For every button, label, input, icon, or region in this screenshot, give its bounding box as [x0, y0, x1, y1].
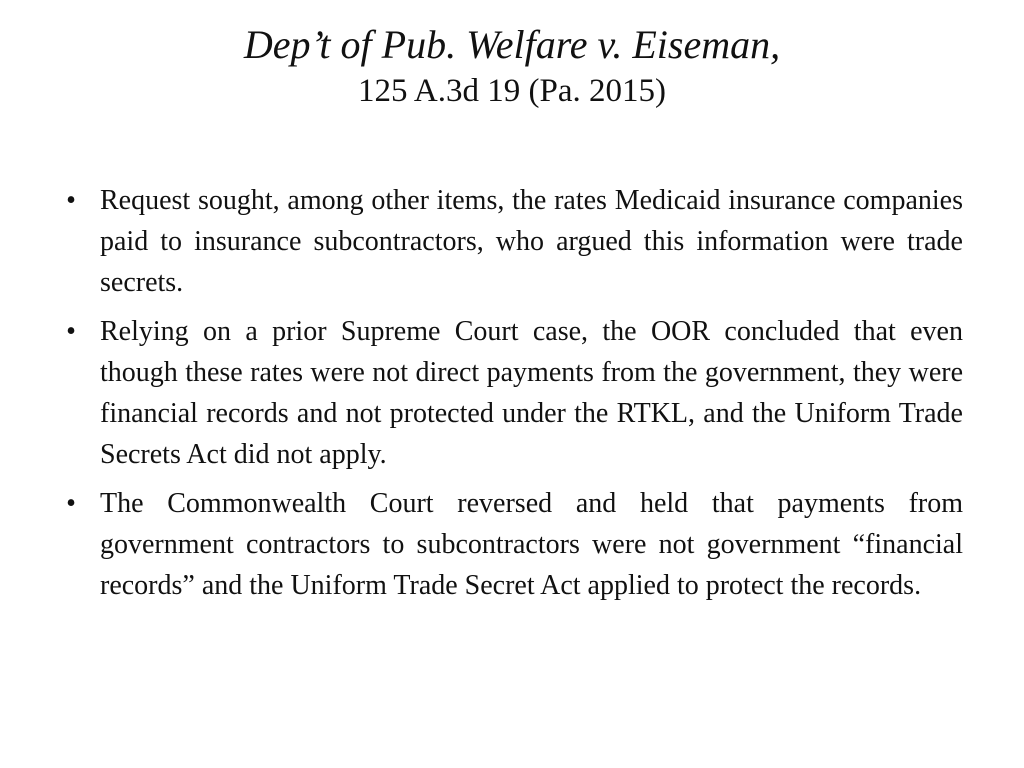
bullet-text: Relying on a prior Supreme Court case, the OOR concluded that even though these rates were not direct payments from the government, they were financial records and not protected under the RTKL, and the Uniform Trade Secrets Act did not apply. — [100, 316, 963, 470]
bullet-icon: • — [66, 316, 76, 347]
bullet-list — [60, 180, 963, 614]
case-title: Dep’t of Pub. Welfare v. Eiseman, — [243, 22, 781, 67]
bullet-text: The Commonwealth Court reversed and held that payments from government contractors to subcontractors were not government “financial records” and the Uniform Trade Secret Act applied to protect the records. — [100, 488, 963, 601]
bullet-icon: • — [66, 488, 76, 519]
case-citation: 125 A.3d 19 (Pa. 2015) — [358, 73, 666, 109]
bullet-item — [60, 483, 963, 606]
title-block — [0, 20, 1024, 112]
bullet-item — [60, 180, 963, 303]
bullet-text: Request sought, among other items, the rates Medicaid insurance companies paid to insurance subcontractors, who argued this information were trade secrets. — [100, 185, 963, 298]
bullet-icon: • — [66, 185, 76, 216]
bullet-item — [60, 311, 963, 475]
